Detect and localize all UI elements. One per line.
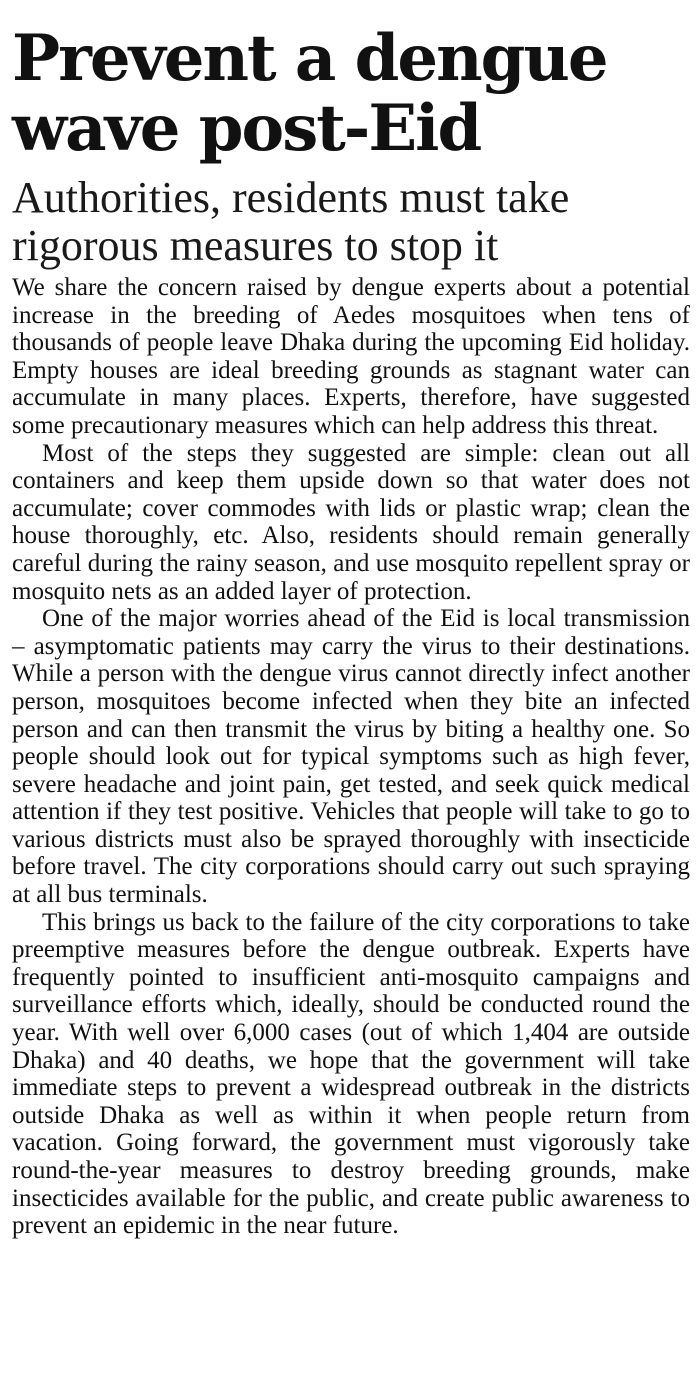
- paragraph-1: We share the concern raised by dengue experts about a potential increase in the breeding of Aedes mosquitoes when tens of thousands of people leave Dhaka during the upcoming Eid holiday. Empty houses are ideal breeding grounds as stagnant water can accumulate in many places. Experts, therefore, have suggested some precautionary measures which can help address this threat.: [12, 274, 690, 439]
- article-body: [12, 274, 690, 1240]
- paragraph-3: One of the major worries ahead of the Eid is local transmission – asymptomatic patients may carry the virus to their destinations. While a person with the dengue virus cannot directly infect another person, mosquitoes become infected when they bite an infected person and can then transmit the virus by biting a healthy one. So people should look out for typical symptoms such as high fever, severe headache and joint pain, get tested, and seek quick medical attention if they test positive. Vehicles that people will take to go to various districts must also be sprayed thoroughly with insecticide before travel. The city corporations should carry out such spraying at all bus terminals.: [12, 605, 690, 909]
- subheadline: Authorities, residents must take rigorous measures to stop it: [12, 173, 570, 270]
- paragraph-4: This brings us back to the failure of the city corporations to take preemptive measures before the dengue outbreak. Experts have frequently pointed to insufficient anti-mosquito campaigns and surveillance efforts which, ideally, should be conducted round the year. With well over 6,000 cases (out of which 1,404 are outside Dhaka) and 40 deaths, we hope that the government will take immediate steps to prevent a widespread outbreak in the districts outside Dhaka as well as within it when people return from vacation. Going forward, the government must vigorously take round-the-year measures to destroy breeding grounds, make insecticides available for the public, and create public awareness to prevent an epidemic in the near future.: [12, 908, 690, 1240]
- paragraph-2: Most of the steps they suggested are simple: clean out all containers and keep them upside down so that water does not accumulate; cover commodes with lids or plastic wrap; clean the house thoroughly, etc. Also, residents should remain generally careful during the rainy season, and use mosquito repellent spray or mosquito nets as an added layer of protection.: [12, 439, 690, 605]
- headline: Prevent a dengue wave post-Eid: [12, 21, 607, 166]
